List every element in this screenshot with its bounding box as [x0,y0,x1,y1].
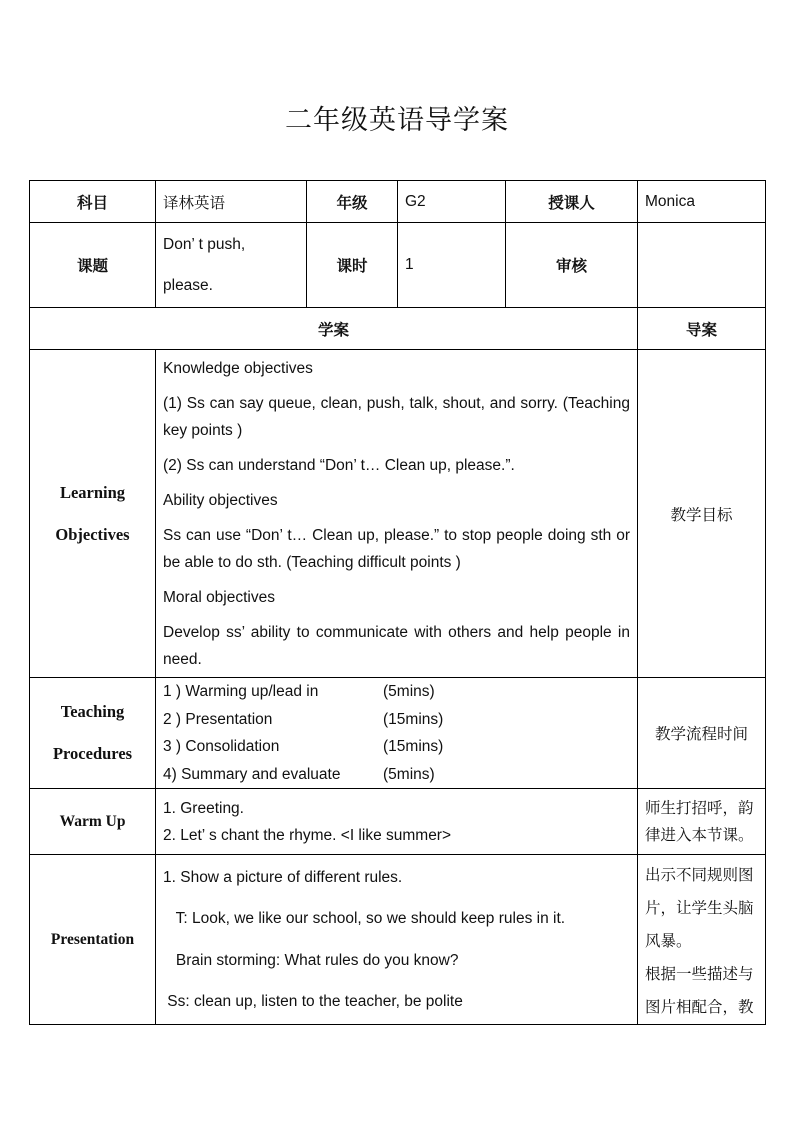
study-column-header: 学案 [30,308,638,350]
warmup-note-line: 师生打招呼，韵 [645,798,754,817]
procedures-content [156,678,638,789]
subject-label: 科目 [30,181,156,223]
procedure-step [163,678,630,706]
presentation-line: Ss: clean up, listen to the teacher, be polite [163,993,463,1010]
procedures-label [30,678,156,789]
review-value [638,223,766,308]
procedure-step [163,761,630,789]
period-value: 1 [398,223,506,308]
objectives-label [30,350,156,678]
objectives-label-line-2: Objectives [55,524,130,544]
presentation-content [156,855,638,1025]
objectives-line: (2) Ss can understand “Don’ t… Clean up, please.”. [163,456,515,474]
warmup-label: Warm Up [30,789,156,855]
warmup-content [156,789,638,855]
teacher-value: Monica [638,181,766,223]
grade-label: 年级 [307,181,398,223]
warmup-note [638,789,766,855]
procedure-step-time: (5mins) [383,765,435,783]
presentation-note-line: 根据一些描述与 [645,965,754,983]
info-row-2 [30,223,766,308]
teacher-label: 授课人 [506,181,638,223]
procedure-step [163,733,630,761]
procedure-step-time: (5mins) [383,683,435,700]
procedure-step-time: (15mins) [383,738,444,755]
objectives-line: Moral objectives [163,588,275,606]
objectives-label-line-1: Learning [59,482,126,502]
presentation-line: 1. Show a picture of different rules. [163,868,403,886]
procedures-row [30,678,766,789]
objectives-row [30,350,766,678]
topic-line-2: please. [163,277,213,294]
topic-value [156,223,307,308]
procedure-step-name: 2 ) Presentation [163,710,273,728]
procedures-label-line-2: Procedures [52,744,133,763]
warmup-note-line: 律进入本节课。 [645,825,754,844]
lesson-plan-table [29,180,766,1025]
presentation-note-line: 出示不同规则图 [645,866,754,884]
warmup-row [30,789,766,855]
objectives-line: Ss can use “Don’ t… Clean up, please.” to stop people doing sth or be able to do sth. (Teaching difficult points ) [163,526,630,571]
topic-line-1: Don’ t push, [163,236,246,253]
objectives-content [156,350,638,678]
objectives-line: Develop ss’ ability to communicate with others and help people in need. [163,623,630,668]
procedure-step-name: 1 ) Warming up/lead in [163,683,319,700]
procedure-step-name: 3 ) Consolidation [163,738,280,755]
presentation-line: T: Look, we like our school, so we should keep rules in it. [163,910,566,927]
presentation-note [638,855,766,1025]
grade-value: G2 [398,181,506,223]
procedures-label-line-1: Teaching [60,702,125,721]
presentation-line: Brain storming: What rules do you know? [163,951,459,969]
procedure-step [163,706,630,734]
presentation-note-line: 图片相配合，教 [645,998,754,1016]
guide-column-header: 导案 [638,308,766,350]
review-label: 审核 [506,223,638,308]
column-header-row [30,308,766,350]
page-title: 二年级英语导学案 [285,105,509,136]
objectives-line: Knowledge objectives [163,359,313,377]
presentation-note-line: 片，让学生头脑 [645,899,754,917]
warmup-line: 1. Greeting. [163,799,244,817]
procedure-step-time: (15mins) [383,710,444,728]
presentation-label: Presentation [30,855,156,1025]
presentation-note-line: 风暴。 [645,932,692,950]
subject-value: 译林英语 [156,181,307,223]
info-row-1 [30,181,766,223]
objectives-note: 教学目标 [638,350,766,678]
objectives-line: Ability objectives [163,491,278,509]
procedures-note: 教学流程时间 [638,678,766,789]
procedure-step-name: 4) Summary and evaluate [163,765,341,783]
presentation-row [30,855,766,1025]
period-label: 课时 [307,223,398,308]
warmup-line: 2. Let’ s chant the rhyme. <I like summer> [163,826,452,844]
objectives-line: (1) Ss can say queue, clean, push, talk, shout, and sorry. (Teaching key points ) [163,394,630,439]
topic-label: 课题 [30,223,156,308]
